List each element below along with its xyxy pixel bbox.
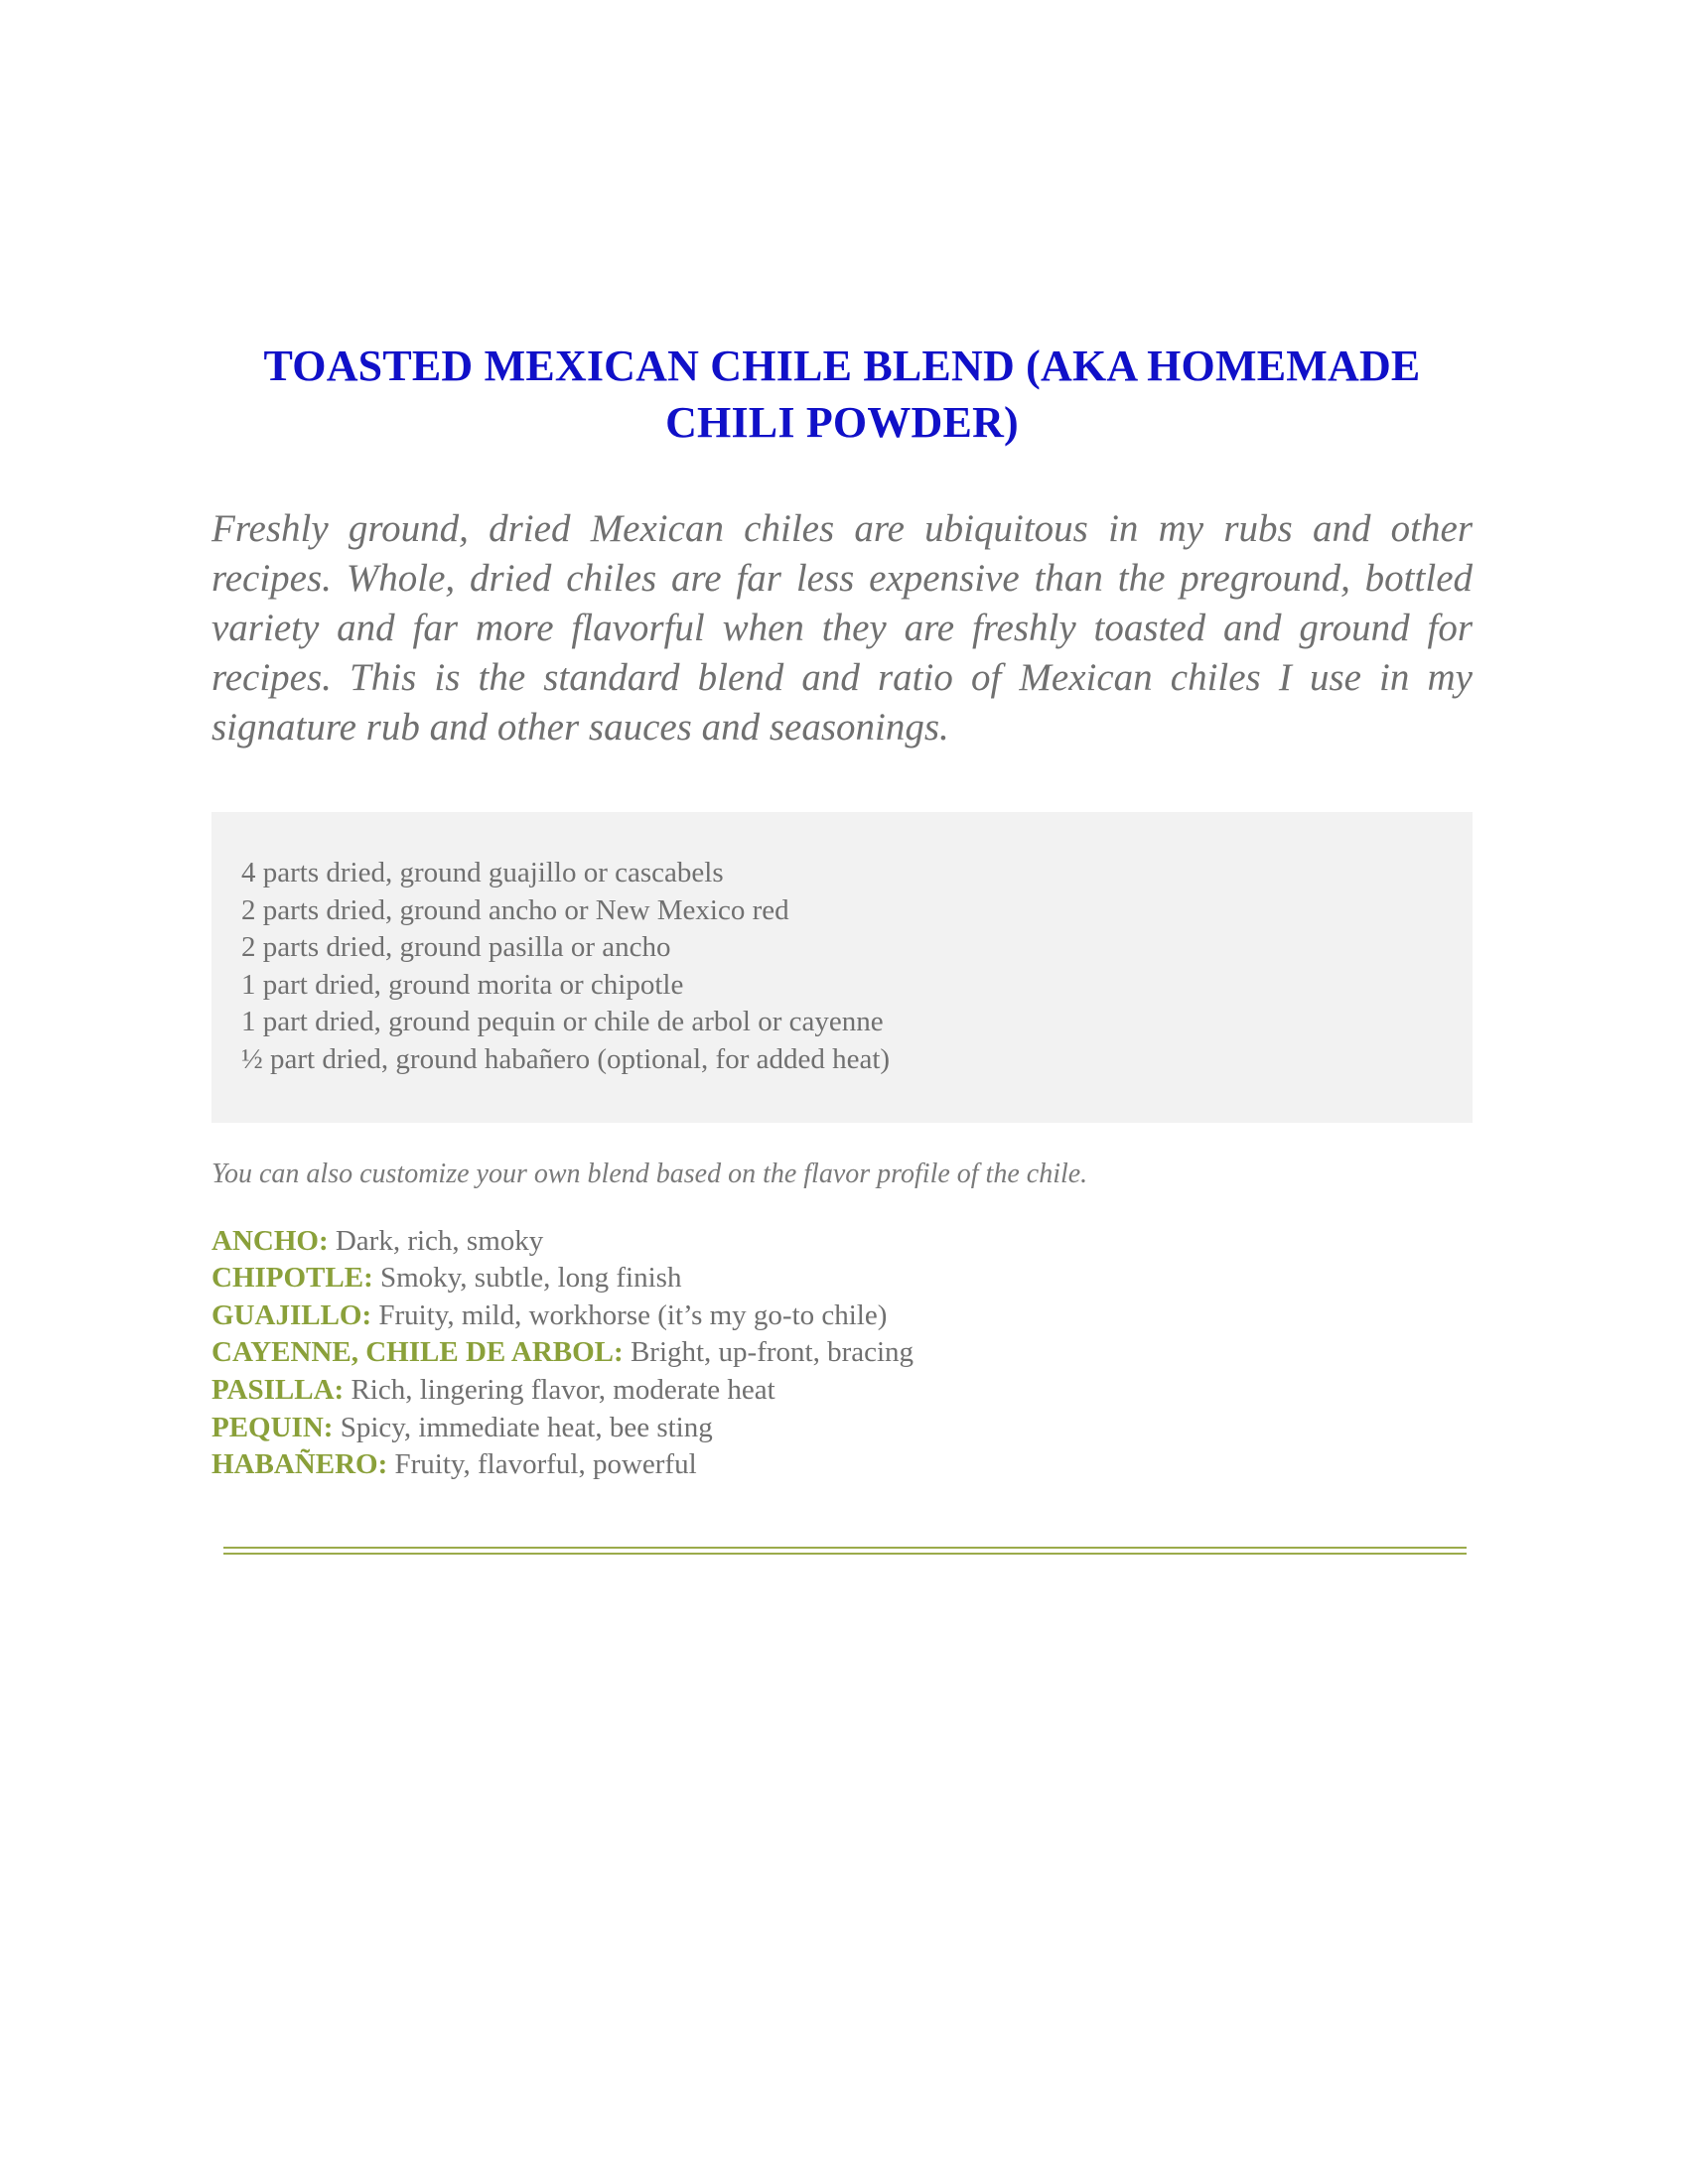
flavor-profile-item bbox=[211, 1260, 1473, 1297]
flavor-profile-name: HABAÑERO: bbox=[211, 1448, 388, 1481]
divider-line-bottom bbox=[223, 1553, 1467, 1555]
flavor-profile-description: Dark, rich, smoky bbox=[335, 1224, 544, 1257]
flavor-profile-item bbox=[211, 1372, 1473, 1410]
flavor-profile-name: PASILLA: bbox=[211, 1373, 345, 1406]
flavor-profile-item bbox=[211, 1334, 1473, 1372]
flavor-profile-item bbox=[211, 1410, 1473, 1447]
flavor-profile-list bbox=[211, 1223, 1473, 1484]
flavor-profile-description: Fruity, mild, workhorse (it’s my go-to chile) bbox=[378, 1298, 888, 1331]
customize-note: You can also customize your own blend based on the flavor profile of the chile. bbox=[211, 1158, 1088, 1189]
divider-line-top bbox=[223, 1547, 1467, 1549]
flavor-profile-name: CHIPOTLE: bbox=[211, 1262, 373, 1295]
recipe-title: TOASTED MEXICAN CHILE BLEND (AKA HOMEMADE CHILI POWDER) bbox=[263, 341, 1421, 447]
ingredient-line: 1 part dried, ground morita or chipotle bbox=[241, 968, 684, 1001]
flavor-profile-name: CAYENNE, CHILE DE ARBOL: bbox=[211, 1336, 624, 1369]
flavor-profile-name: GUAJILLO: bbox=[211, 1298, 372, 1331]
flavor-profile-description: Smoky, subtle, long finish bbox=[380, 1262, 682, 1295]
ingredient-line: 1 part dried, ground pequin or chile de arbol or cayenne bbox=[241, 1006, 884, 1038]
flavor-profile-item bbox=[211, 1297, 1473, 1335]
flavor-profile-name: ANCHO: bbox=[211, 1224, 329, 1257]
ingredients-box bbox=[211, 812, 1473, 1123]
ingredient-line: 4 parts dried, ground guajillo or cascabels bbox=[241, 857, 724, 888]
flavor-profile-description: Fruity, flavorful, powerful bbox=[394, 1448, 697, 1481]
ingredient-line: 2 parts dried, ground ancho or New Mexico red bbox=[241, 893, 789, 926]
ingredient-line: 2 parts dried, ground pasilla or ancho bbox=[241, 931, 671, 964]
flavor-profile-description: Rich, lingering flavor, moderate heat bbox=[351, 1373, 775, 1406]
section-divider bbox=[223, 1547, 1467, 1555]
flavor-profile-description: Spicy, immediate heat, bee sting bbox=[340, 1411, 713, 1443]
recipe-page bbox=[211, 338, 1473, 1484]
flavor-profile-item bbox=[211, 1446, 1473, 1484]
recipe-intro: Freshly ground, dried Mexican chiles are ubiquitous in my rubs and other recipes. Whole, dried chiles are far less expensive than the preground, bottled variety and far more flavorful when they are freshly toasted and ground for recipes. This is the standard blend and ratio of Mexican chiles I use in my signature rub and other sauces and seasonings. bbox=[211, 507, 1473, 749]
flavor-profile-description: Bright, up-front, bracing bbox=[630, 1336, 914, 1369]
flavor-profile-name: PEQUIN: bbox=[211, 1411, 334, 1443]
flavor-profile-item bbox=[211, 1223, 1473, 1261]
ingredient-line: ½ part dried, ground habañero (optional, for added heat) bbox=[241, 1042, 891, 1075]
